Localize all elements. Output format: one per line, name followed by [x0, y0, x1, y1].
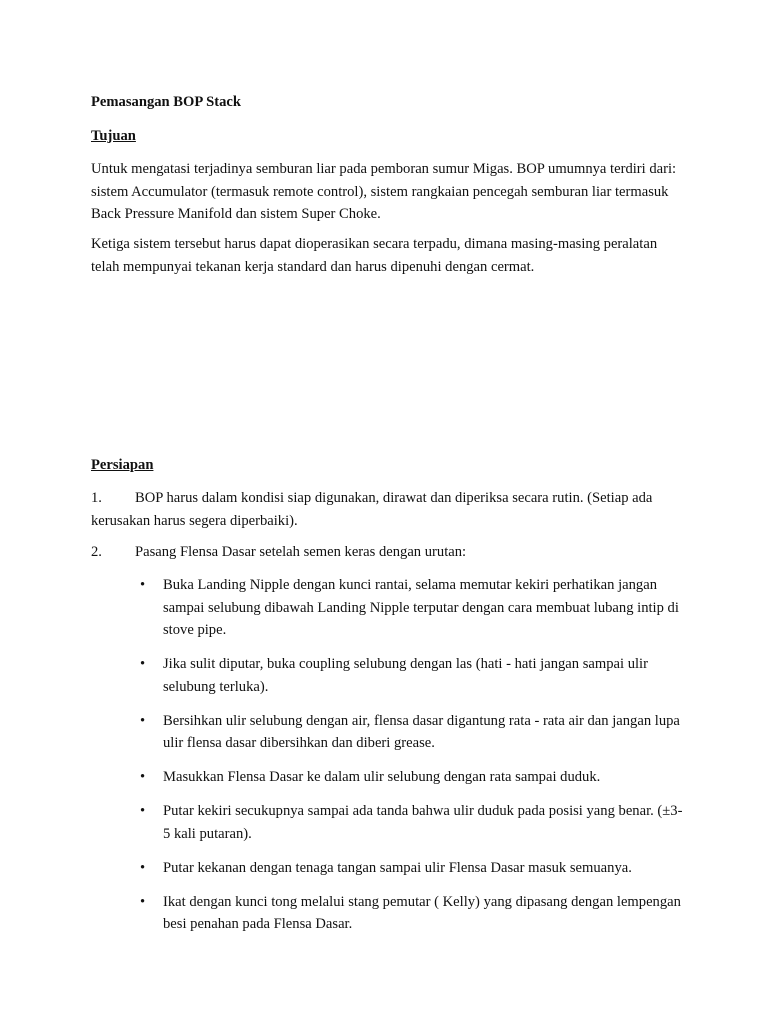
list-item [91, 710, 683, 755]
bullet-text: Jika sulit diputar, buka coupling selubung dengan las (hati - hati jangan sampai ulir selubung terluka). [163, 656, 648, 695]
section-heading-tujuan: Tujuan [91, 128, 136, 144]
bullet-icon: • [140, 769, 146, 785]
bullet-text: Ikat dengan kunci tong melalui stang pemutar ( Kelly) yang dipasang dengan lempengan besi penahan pada Flensa Dasar. [163, 893, 681, 932]
bullet-text: Masukkan Flensa Dasar ke dalam ulir selubung dengan rata sampai duduk. [163, 769, 601, 785]
bullet-text: Bersihkan ulir selubung dengan air, flensa dasar digantung rata - rata air dan jangan lupa ulir flensa dasar dibersihkan dan diberi grease. [163, 712, 680, 751]
item-number: 2. [91, 544, 102, 560]
bullet-text: Putar kekiri secukupnya sampai ada tanda bahwa ulir duduk pada posisi yang benar. (±3-5 kali putaran). [163, 803, 683, 842]
bullet-text: Putar kekanan dengan tenaga tangan sampai ulir Flensa Dasar masuk semuanya. [163, 859, 632, 876]
numbered-item-1 [91, 487, 689, 532]
list-item [91, 891, 683, 936]
list-item [91, 766, 683, 789]
paragraph-tujuan-2: Ketiga sistem tersebut harus dapat dioperasikan secara terpadu, dimana masing-masing peralatan telah mempunyai tekanan kerja standard dan harus dipenuhi dengan cermat. [91, 236, 658, 275]
document-title: Pemasangan BOP Stack [91, 94, 242, 110]
bullet-icon: • [140, 577, 146, 593]
bullet-text: Buka Landing Nipple dengan kunci rantai, selama memutar kekiri perhatikan jangan sampai selubung dibawah Landing Nipple terputar dengan cara membuat lubang intip di stove pipe. [163, 577, 679, 638]
list-item [91, 574, 683, 642]
section-heading-persiapan: Persiapan [91, 457, 154, 473]
numbered-item-2 [91, 541, 689, 564]
item-text: BOP harus dalam kondisi siap digunakan, dirawat dan diperiksa secara rutin. (Setiap ada kerusakan harus segera diperbaiki). [91, 490, 653, 529]
bullet-icon: • [140, 712, 146, 729]
list-item [91, 653, 683, 698]
paragraph-tujuan-1: Untuk mengatasi terjadinya semburan liar pada pemboran sumur Migas. BOP umumnya terdiri dari: sistem Accumulator (termasuk remote control), sistem rangkaian pencegah semburan liar termasuk Back Pressure Manifold dan sistem Super Choke. [91, 161, 677, 222]
bullet-icon: • [140, 859, 146, 876]
bullet-icon: • [140, 656, 146, 672]
list-item [91, 857, 683, 880]
list-item [91, 800, 683, 845]
item-number: 1. [91, 490, 102, 506]
item-text: Pasang Flensa Dasar setelah semen keras dengan urutan: [135, 544, 467, 560]
bullet-list [91, 574, 691, 947]
bullet-icon: • [140, 803, 146, 819]
bullet-icon: • [140, 893, 146, 910]
